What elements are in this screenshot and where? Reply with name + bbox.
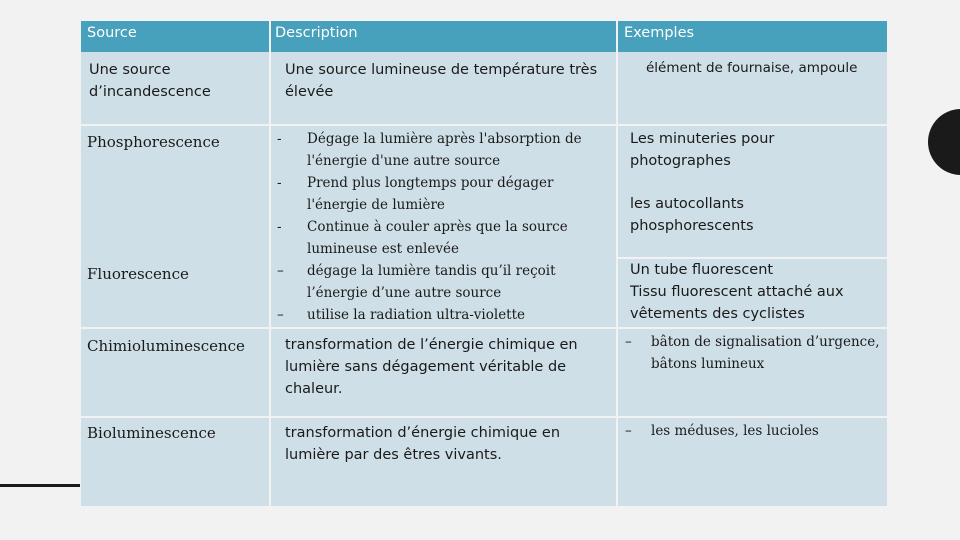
list-item: – utilise la radiation ultra-violette (277, 307, 526, 323)
row-bioluminescence-marker: – (625, 423, 632, 439)
list-item: - Dégage la lumière après l'absorption de l'énergie d'une autre source (277, 131, 582, 169)
row-divider (81, 416, 887, 418)
decorative-circle (928, 109, 960, 175)
row-phosphorescence-exemple-1: Les minuteries pour photographes (630, 131, 775, 169)
row-fluorescence-source: Fluorescence (87, 265, 189, 283)
row-divider (81, 327, 887, 329)
row-incandescence-description: Une source lumineuse de température très élevée (285, 62, 598, 100)
row-chimioluminescence-source: Chimioluminescence (87, 337, 245, 355)
header-source: Source (81, 21, 269, 52)
row-bioluminescence-exemples: les méduses, les lucioles (651, 423, 819, 439)
row-phosphorescence-source: Phosphorescence (87, 133, 220, 151)
header-exemples: Exemples (618, 21, 887, 52)
list-item: – dégage la lumière tandis qu’il reçoit l’énergie d’une autre source (277, 263, 556, 301)
row-fluorescence-exemple-2: Tissu fluorescent attaché aux vêtements des cyclistes (630, 284, 844, 322)
row-chimioluminescence-description: transformation de l’énergie chimique en lumière sans dégagement véritable de chaleur. (285, 337, 578, 397)
row-fluorescence-exemple-1: Un tube fluorescent (630, 262, 774, 278)
header-description: Description (271, 21, 616, 52)
row-phosphorescence-exemple-2: les autocollants phosphorescents (630, 196, 754, 234)
list-item: - Continue à couler après que la source lumineuse est enlevée (277, 219, 568, 257)
row-incandescence-exemples: élément de fournaise, ampoule (646, 60, 858, 76)
row-chimioluminescence-marker: – (625, 334, 632, 350)
row-bioluminescence-source: Bioluminescence (87, 424, 216, 442)
row-bioluminescence-description: transformation d’énergie chimique en lumière par des êtres vivants. (285, 425, 561, 463)
list-item: - Prend plus longtemps pour dégager l'énergie de lumière (277, 175, 554, 213)
comparison-table (81, 21, 887, 506)
row-divider (81, 124, 887, 126)
row-chimioluminescence-exemples: bâton de signalisation d’urgence, bâtons lumineux (651, 334, 880, 372)
column-divider (269, 52, 271, 506)
row-incandescence-source: Une source d’incandescence (89, 62, 211, 100)
row-fluorescence-description (277, 260, 617, 326)
decorative-line (0, 484, 80, 487)
row-phosphorescence-description (277, 128, 617, 260)
